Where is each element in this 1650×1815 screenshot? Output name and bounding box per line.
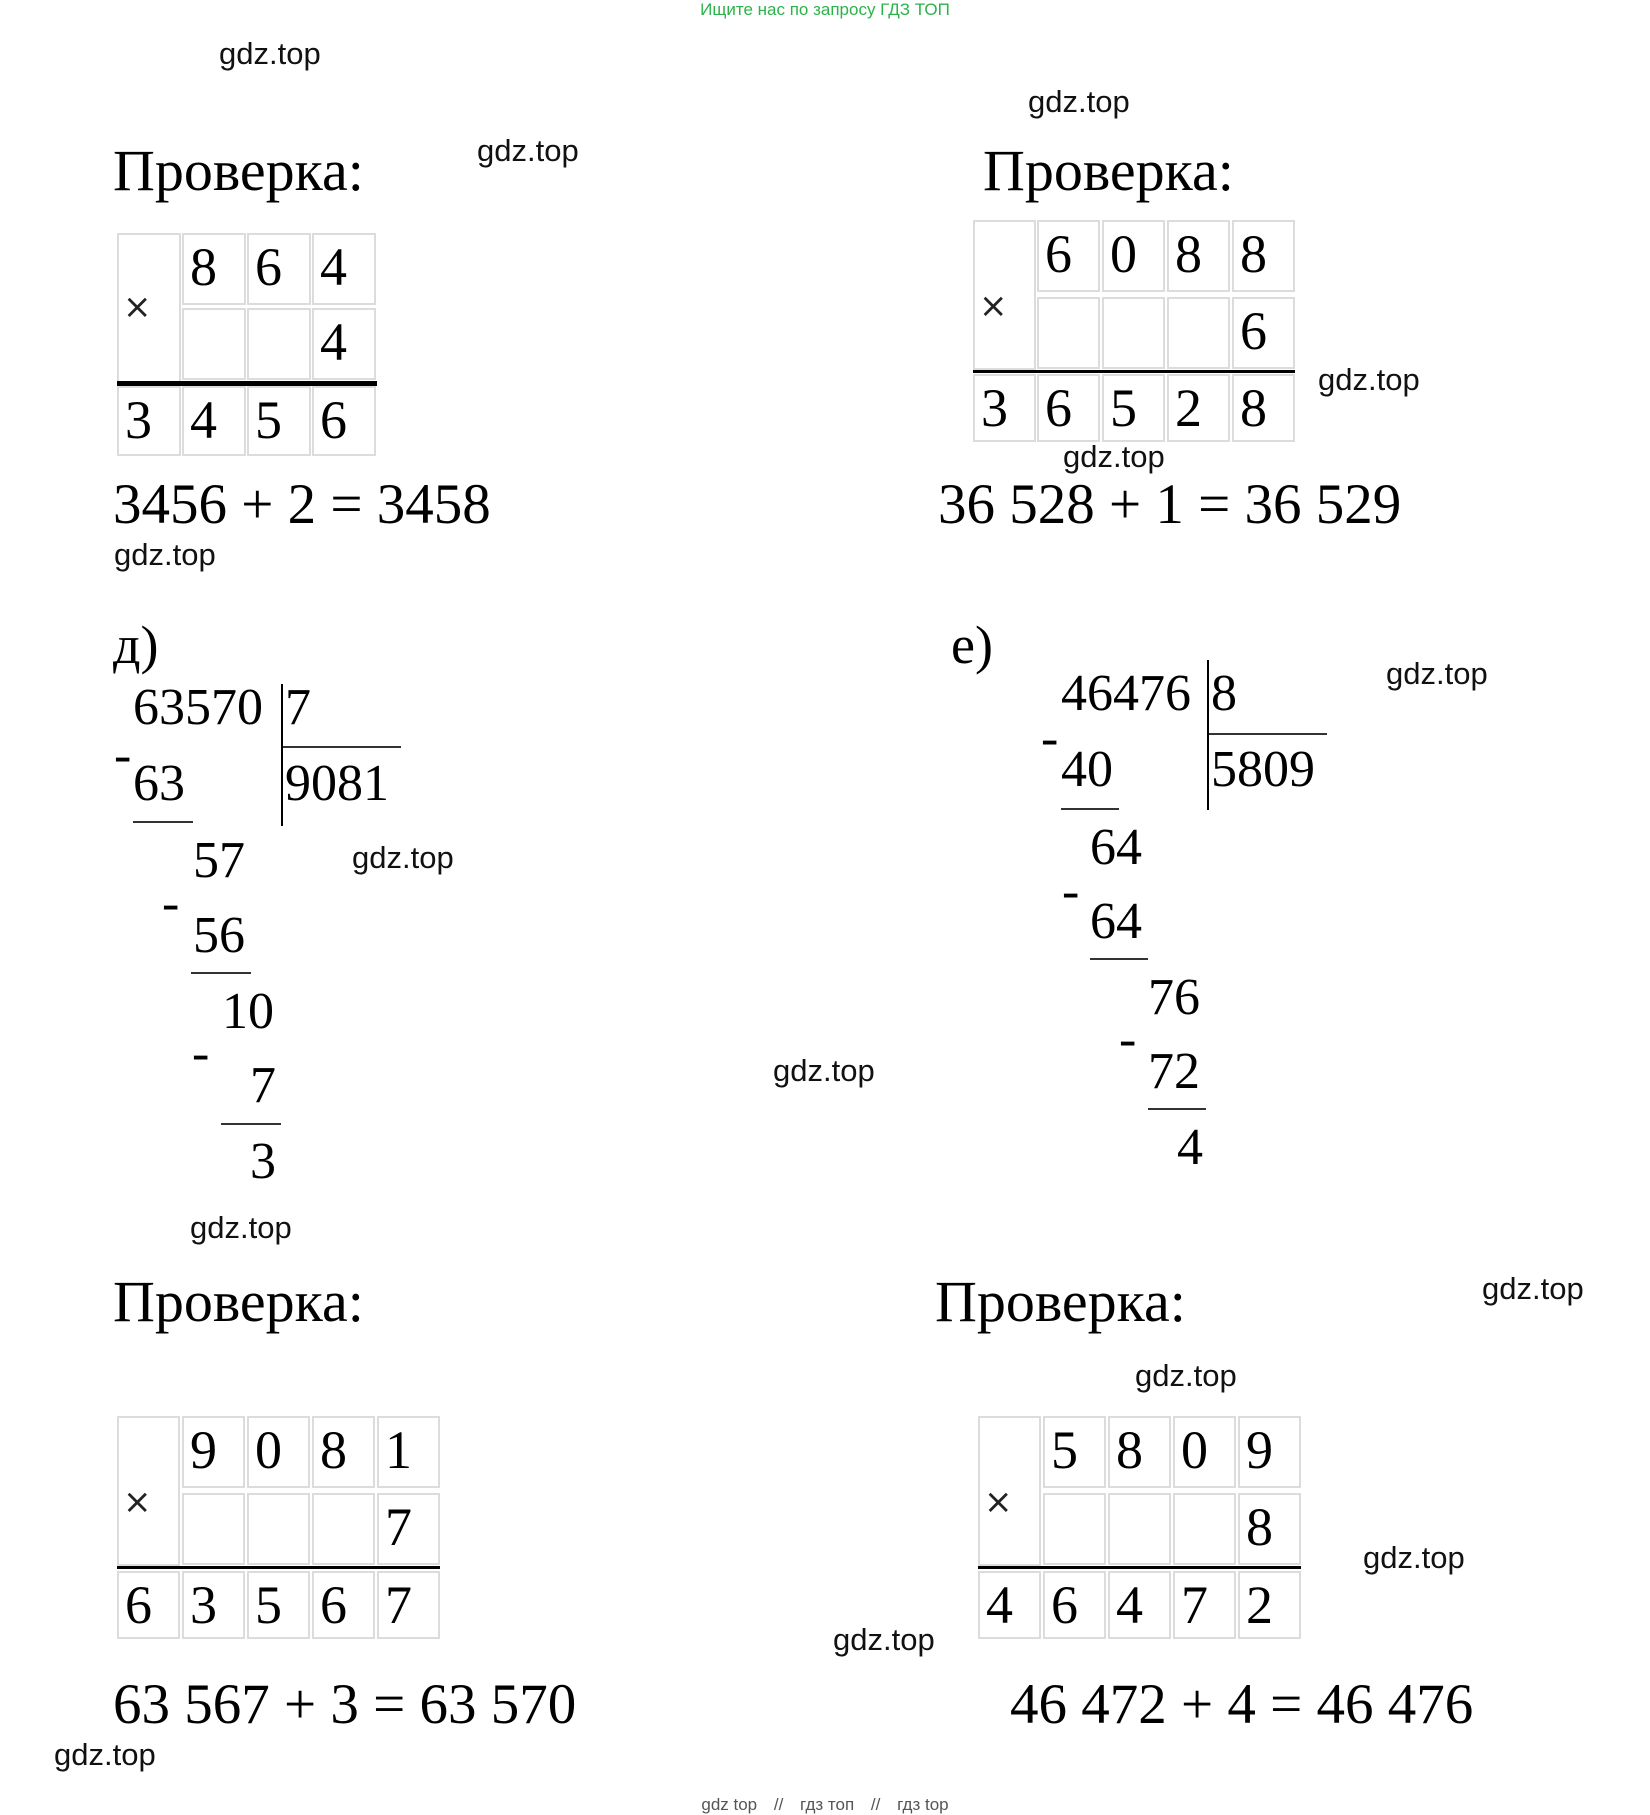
task-label: е) <box>951 615 993 675</box>
watermark: gdz.top <box>352 840 454 875</box>
grid-cell: 5 <box>247 386 311 456</box>
grid-cell: 6 <box>1037 374 1100 442</box>
step-line <box>1148 1108 1206 1110</box>
watermark: gdz.top <box>190 1210 292 1245</box>
grid-cell: 8 <box>1232 374 1295 442</box>
watermark: gdz.top <box>1063 439 1165 474</box>
watermark: gdz.top <box>114 537 216 572</box>
step-subtrahend: 72 <box>1148 1043 1200 1100</box>
grid-cell: 2 <box>1238 1571 1301 1639</box>
watermark: gdz.top <box>1318 362 1420 397</box>
step-subtrahend: 40 <box>1061 741 1113 798</box>
check-heading: Проверка: <box>113 1269 364 1334</box>
check-equation: 63 567 + 3 = 63 570 <box>113 1673 577 1736</box>
step-subtrahend: 7 <box>250 1057 276 1114</box>
grid-cell: 4 <box>182 386 246 456</box>
grid-cell: 3 <box>182 1571 245 1639</box>
footer-link[interactable]: гдз top <box>897 1795 949 1814</box>
step-subtrahend: 64 <box>1090 893 1142 950</box>
check-heading: Проверка: <box>983 138 1234 203</box>
minus-sign: - <box>1119 1011 1137 1068</box>
grid-cell: 6 <box>312 1571 375 1639</box>
result-line <box>117 1566 440 1569</box>
watermark: gdz.top <box>1363 1540 1465 1575</box>
grid-cell: 3 <box>973 374 1036 442</box>
footer-separator: // <box>870 1795 881 1814</box>
times-sign: × <box>984 1482 1013 1522</box>
grid-cell: 0 <box>1173 1416 1236 1488</box>
grid-cell: 0 <box>247 1416 310 1488</box>
footer-separator: // <box>773 1795 784 1814</box>
grid-cell <box>182 308 246 380</box>
watermark: gdz.top <box>477 133 579 168</box>
grid-cell: 4 <box>1108 1571 1171 1639</box>
grid-cell: 6 <box>117 1571 180 1639</box>
check-heading: Проверка: <box>113 138 364 203</box>
grid-cell: 6 <box>247 233 311 305</box>
grid-cell: 6 <box>1037 220 1100 292</box>
watermark: gdz.top <box>1135 1358 1237 1393</box>
times-cell <box>978 1416 1041 1566</box>
grid-cell: 8 <box>1238 1493 1301 1565</box>
grid-cell: 0 <box>1102 220 1165 292</box>
minus-sign: - <box>1062 863 1080 920</box>
grid-cell: 6 <box>1043 1571 1106 1639</box>
minus-sign: - <box>114 727 132 784</box>
minus-sign: - <box>192 1025 210 1082</box>
grid-cell: 3 <box>117 386 181 456</box>
step-line <box>191 972 251 974</box>
final-remainder: 4 <box>1177 1119 1203 1176</box>
step-remainder: 64 <box>1090 819 1142 876</box>
grid-cell <box>1043 1493 1106 1565</box>
step-remainder: 76 <box>1148 969 1200 1026</box>
final-remainder: 3 <box>250 1133 276 1190</box>
grid-cell: 2 <box>1167 374 1230 442</box>
step-subtrahend: 56 <box>193 907 245 964</box>
footer-link[interactable]: gdz top <box>701 1795 758 1814</box>
times-cell <box>973 220 1036 370</box>
step-line <box>1090 958 1148 960</box>
division-bracket <box>1207 660 1209 810</box>
step-remainder: 10 <box>222 983 274 1040</box>
check-equation: 46 472 + 4 = 46 476 <box>1010 1673 1474 1736</box>
check-equation: 36 528 + 1 = 36 529 <box>938 473 1402 536</box>
grid-cell: 4 <box>312 233 376 305</box>
grid-cell: 1 <box>377 1416 440 1488</box>
watermark: gdz.top <box>833 1622 935 1657</box>
grid-cell: 6 <box>1232 297 1295 369</box>
step-line <box>133 821 193 823</box>
grid-cell <box>1173 1493 1236 1565</box>
division-bracket <box>281 684 283 826</box>
grid-cell <box>247 308 311 380</box>
grid-cell: 9 <box>182 1416 245 1488</box>
times-sign: × <box>979 286 1008 326</box>
watermark: gdz.top <box>1028 84 1130 119</box>
grid-cell: 5 <box>1102 374 1165 442</box>
result-line <box>973 370 1295 373</box>
check-equation: 3456 + 2 = 3458 <box>113 473 491 536</box>
watermark: gdz.top <box>773 1053 875 1088</box>
task-label: д) <box>113 615 159 675</box>
grid-cell: 8 <box>182 233 246 305</box>
times-cell <box>117 233 181 383</box>
grid-cell: 9 <box>1238 1416 1301 1488</box>
grid-cell <box>1108 1493 1171 1565</box>
grid-cell: 6 <box>312 386 376 456</box>
watermark: gdz.top <box>219 36 321 71</box>
times-sign: × <box>123 1482 152 1522</box>
divisor-line <box>283 746 401 748</box>
quotient: 9081 <box>285 755 389 812</box>
divisor-line <box>1209 733 1327 735</box>
grid-cell: 7 <box>377 1493 440 1565</box>
grid-cell <box>1167 297 1230 369</box>
footer-link[interactable]: гдз топ <box>800 1795 855 1814</box>
grid-cell: 8 <box>1108 1416 1171 1488</box>
top-banner: Ищите нас по запросу ГДЗ ТОП <box>700 0 950 19</box>
quotient: 5809 <box>1211 741 1315 798</box>
grid-cell: 7 <box>377 1571 440 1639</box>
grid-cell: 8 <box>1167 220 1230 292</box>
grid-cell: 5 <box>247 1571 310 1639</box>
watermark: gdz.top <box>1386 656 1488 691</box>
grid-cell <box>1102 297 1165 369</box>
grid-cell: 7 <box>1173 1571 1236 1639</box>
times-sign: × <box>123 287 152 327</box>
grid-cell: 5 <box>1043 1416 1106 1488</box>
check-heading: Проверка: <box>935 1269 1186 1334</box>
watermark: gdz.top <box>54 1737 156 1772</box>
divisor: 7 <box>285 679 311 736</box>
minus-sign: - <box>1041 710 1059 767</box>
grid-cell <box>1037 297 1100 369</box>
grid-cell <box>247 1493 310 1565</box>
watermark: gdz.top <box>1482 1271 1584 1306</box>
footer-links <box>0 1795 1650 1815</box>
minus-sign: - <box>162 875 180 932</box>
grid-cell: 8 <box>1232 220 1295 292</box>
dividend: 63570 <box>133 679 263 736</box>
step-remainder: 57 <box>193 832 245 889</box>
grid-cell <box>182 1493 245 1565</box>
step-subtrahend: 63 <box>133 755 185 812</box>
result-line <box>978 1566 1301 1569</box>
times-cell <box>117 1416 180 1566</box>
grid-cell: 4 <box>978 1571 1041 1639</box>
grid-cell <box>312 1493 375 1565</box>
step-line <box>1061 808 1119 810</box>
step-line <box>221 1123 281 1125</box>
divisor: 8 <box>1211 665 1237 722</box>
grid-cell: 4 <box>312 308 376 380</box>
dividend: 46476 <box>1061 665 1191 722</box>
grid-cell: 8 <box>312 1416 375 1488</box>
